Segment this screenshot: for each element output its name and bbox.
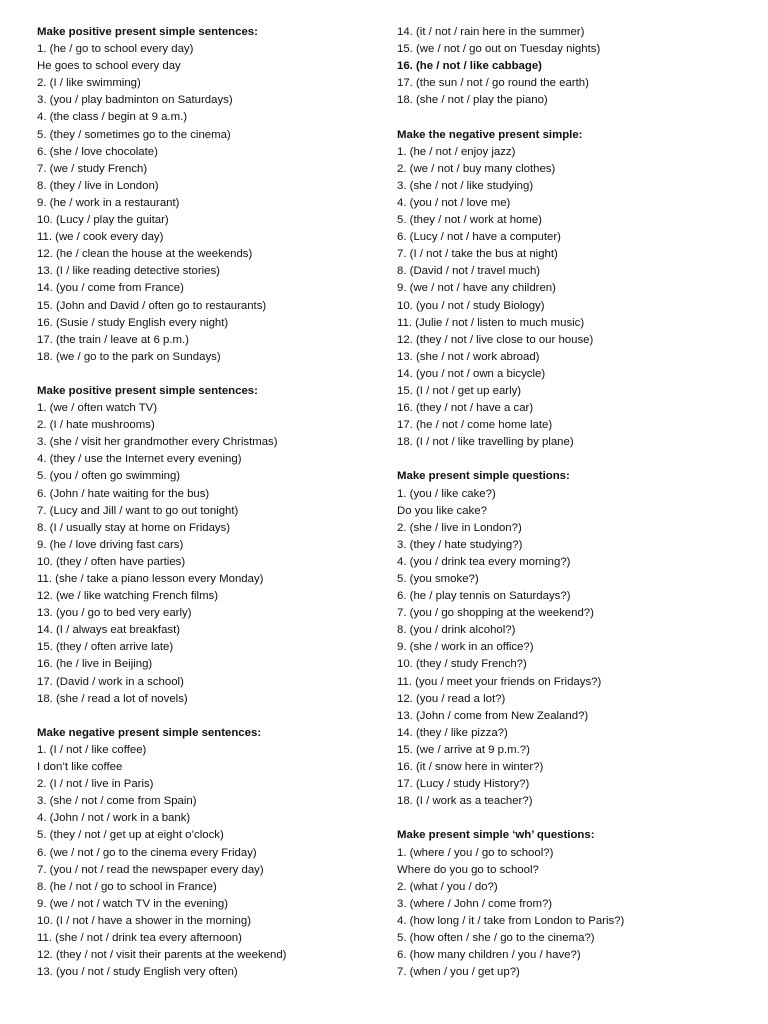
exercise-line: 12. (they / not / visit their parents at the weekend) [37, 949, 287, 962]
exercise-line: 7. (you / go shopping at the weekend?) [397, 607, 594, 620]
exercise-line: 8. (I / usually stay at home on Fridays) [37, 521, 231, 534]
exercise-line: 1. (he / go to school every day) [37, 43, 194, 56]
exercise-line: 16. (they / not / have a car) [397, 402, 534, 415]
exercise-line: 4. (John / not / work in a bank) [37, 812, 191, 825]
exercise-line: 17. (the train / leave at 6 p.m.) [37, 333, 189, 346]
exercise-line: 9. (he / love driving fast cars) [37, 538, 184, 551]
exercise-line: 13. (I / like reading detective stories) [37, 265, 220, 278]
exercise-line: 2. (I / hate mushrooms) [37, 419, 155, 432]
exercise-line: 6. (she / love chocolate) [37, 145, 158, 158]
exercise-line: 11. (she / take a piano lesson every Monday) [37, 573, 264, 585]
section-heading: Make negative present simple sentences: [37, 726, 262, 739]
exercise-line: 16. (he / not / like cabbage) [397, 60, 542, 73]
exercise-line: 11. (we / cook every day) [37, 231, 164, 244]
exercise-section [37, 24, 387, 366]
exercise-line: 6. (Lucy / not / have a computer) [397, 231, 561, 244]
exercise-section [397, 127, 757, 452]
exercise-line: 9. (we / not / watch TV in the evening) [37, 897, 228, 910]
right-column [397, 24, 757, 998]
exercise-line: 12. (we / like watching French films) [37, 590, 219, 603]
exercise-line: 5. (they / not / work at home) [397, 214, 542, 227]
exercise-line: 5. (you / often go swimming) [37, 470, 181, 483]
exercise-line: 2. (she / live in London?) [397, 521, 522, 534]
exercise-line: 17. (the sun / not / go round the earth) [397, 77, 589, 90]
exercise-line: 15. (we / arrive at 9 p.m.?) [397, 743, 530, 756]
exercise-line: 14. (you / not / own a bicycle) [397, 367, 546, 380]
exercise-section [397, 827, 757, 981]
exercise-line: 4. (they / use the Internet every evening) [37, 453, 242, 466]
exercise-line: 3. (she / visit her grandmother every Christmas) [37, 436, 278, 449]
exercise-line: 11. (Julie / not / listen to much music) [397, 316, 585, 329]
exercise-line: 18. (we / go to the park on Sundays) [37, 350, 221, 363]
exercise-line: 14. (you / come from France) [37, 282, 184, 295]
exercise-line: 1. (where / you / go to school?) [397, 846, 554, 859]
section-heading: Make positive present simple sentences: [37, 26, 258, 38]
exercise-line: 8. (David / not / travel much) [397, 265, 541, 278]
exercise-line: 7. (you / not / read the newspaper every day) [37, 863, 264, 876]
exercise-line: 17. (David / work in a school) [37, 675, 184, 688]
exercise-line: 2. (we / not / buy many clothes) [397, 162, 556, 175]
section-heading: Make positive present simple sentences: [37, 384, 258, 397]
exercise-section [37, 725, 387, 981]
exercise-line: 2. (I / like swimming) [37, 77, 141, 90]
exercise-section [397, 468, 757, 810]
exercise-line: 3. (she / not / like studying) [397, 179, 534, 192]
exercise-line: 12. (they / not / live close to our house) [397, 333, 594, 346]
exercise-line: 10. (they / study French?) [397, 658, 527, 671]
exercise-line: 7. (when / you / get up?) [397, 966, 520, 979]
exercise-line: He goes to school every day [37, 60, 181, 73]
exercise-line: 5. (they / not / get up at eight o’clock) [37, 829, 224, 842]
exercise-line: 7. (Lucy and Jill / want to go out tonight) [37, 504, 239, 517]
exercise-line: 12. (he / clean the house at the weekends) [37, 248, 253, 261]
exercise-line: 4. (you / drink tea every morning?) [397, 555, 571, 568]
exercise-line: 11. (you / meet your friends on Fridays?) [397, 675, 602, 688]
exercise-line: 13. (she / not / work abroad) [397, 350, 540, 363]
exercise-line: 6. (he / play tennis on Saturdays?) [397, 590, 571, 603]
exercise-line: 12. (you / read a lot?) [397, 692, 506, 705]
exercise-line: 6. (how many children / you / have?) [397, 949, 581, 962]
exercise-line: 18. (she / read a lot of novels) [37, 692, 188, 705]
exercise-line: 9. (she / work in an office?) [397, 641, 534, 654]
exercise-line: 17. (he / not / come home late) [397, 419, 553, 432]
exercise-line: 16. (he / live in Beijing) [37, 658, 153, 671]
exercise-line: 10. (Lucy / play the guitar) [37, 214, 169, 227]
exercise-line: 15. (they / often arrive late) [37, 641, 174, 654]
exercise-line: 10. (you / not / study Biology) [397, 299, 545, 312]
exercise-line: 3. (they / hate studying?) [397, 538, 523, 551]
exercise-line: 18. (I / work as a teacher?) [397, 795, 533, 808]
exercise-line: Where do you go to school? [397, 863, 539, 876]
exercise-line: 6. (John / hate waiting for the bus) [37, 487, 210, 500]
exercise-line: 13. (John / come from New Zealand?) [397, 709, 589, 722]
exercise-line: 5. (how often / she / go to the cinema?) [397, 931, 595, 944]
exercise-section [37, 383, 387, 708]
section-heading: Make present simple ‘wh’ questions: [397, 829, 595, 842]
exercise-line: 16. (Susie / study English every night) [37, 316, 229, 329]
exercise-line: 3. (you / play badminton on Saturdays) [37, 94, 233, 107]
exercise-line: 2. (I / not / live in Paris) [37, 778, 154, 791]
exercise-line: 4. (you / not / love me) [397, 196, 511, 209]
exercise-line: 1. (I / not / like coffee) [37, 743, 147, 756]
exercise-line: 14. (I / always eat breakfast) [37, 624, 181, 637]
exercise-line: 16. (it / snow here in winter?) [397, 761, 544, 774]
exercise-line: 1. (you / like cake?) [397, 487, 496, 500]
exercise-line: 8. (they / live in London) [37, 179, 159, 192]
exercise-line: 7. (I / not / take the bus at night) [397, 248, 558, 261]
exercise-line: 8. (you / drink alcohol?) [397, 624, 516, 637]
exercise-line: 18. (I / not / like travelling by plane) [397, 436, 574, 449]
exercise-line: 18. (she / not / play the piano) [397, 94, 548, 107]
section-heading: Make present simple questions: [397, 470, 570, 483]
exercise-line: 9. (he / work in a restaurant) [37, 196, 180, 209]
exercise-line: 14. (it / not / rain here in the summer) [397, 26, 585, 38]
exercise-line: 7. (we / study French) [37, 162, 148, 175]
exercise-line: 13. (you / go to bed very early) [37, 607, 192, 620]
exercise-line: 4. (how long / it / take from London to Paris?) [397, 914, 625, 927]
exercise-line: 15. (John and David / often go to restaurants) [37, 299, 267, 312]
exercise-section [397, 24, 757, 109]
exercise-line: 6. (we / not / go to the cinema every Friday) [37, 846, 257, 859]
exercise-line: 17. (Lucy / study History?) [397, 778, 530, 791]
exercise-line: 2. (what / you / do?) [397, 880, 498, 893]
exercise-line: 15. (I / not / get up early) [397, 384, 522, 397]
exercise-line: 8. (he / not / go to school in France) [37, 880, 217, 893]
exercise-line: I don’t like coffee [37, 761, 123, 774]
left-column [37, 24, 387, 998]
exercise-line: 10. (I / not / have a shower in the morning) [37, 914, 252, 927]
exercise-line: 3. (where / John / come from?) [397, 897, 553, 910]
exercise-line: 10. (they / often have parties) [37, 555, 186, 568]
exercise-line: 11. (she / not / drink tea every afternoon) [37, 931, 242, 944]
exercise-line: 3. (she / not / come from Spain) [37, 795, 197, 808]
exercise-line: 4. (the class / begin at 9 a.m.) [37, 111, 188, 124]
exercise-line: 15. (we / not / go out on Tuesday nights) [397, 43, 601, 56]
exercise-line: 1. (he / not / enjoy jazz) [397, 145, 516, 158]
exercise-line: 5. (you smoke?) [397, 573, 479, 585]
exercise-line: 1. (we / often watch TV) [37, 402, 158, 415]
exercise-line: 5. (they / sometimes go to the cinema) [37, 128, 231, 141]
section-heading: Make the negative present simple: [397, 128, 583, 141]
exercise-line: 14. (they / like pizza?) [397, 726, 508, 739]
exercise-line: 13. (you / not / study English very often) [37, 966, 238, 979]
exercise-line: Do you like cake? [397, 504, 487, 517]
exercise-line: 9. (we / not / have any children) [397, 282, 556, 295]
